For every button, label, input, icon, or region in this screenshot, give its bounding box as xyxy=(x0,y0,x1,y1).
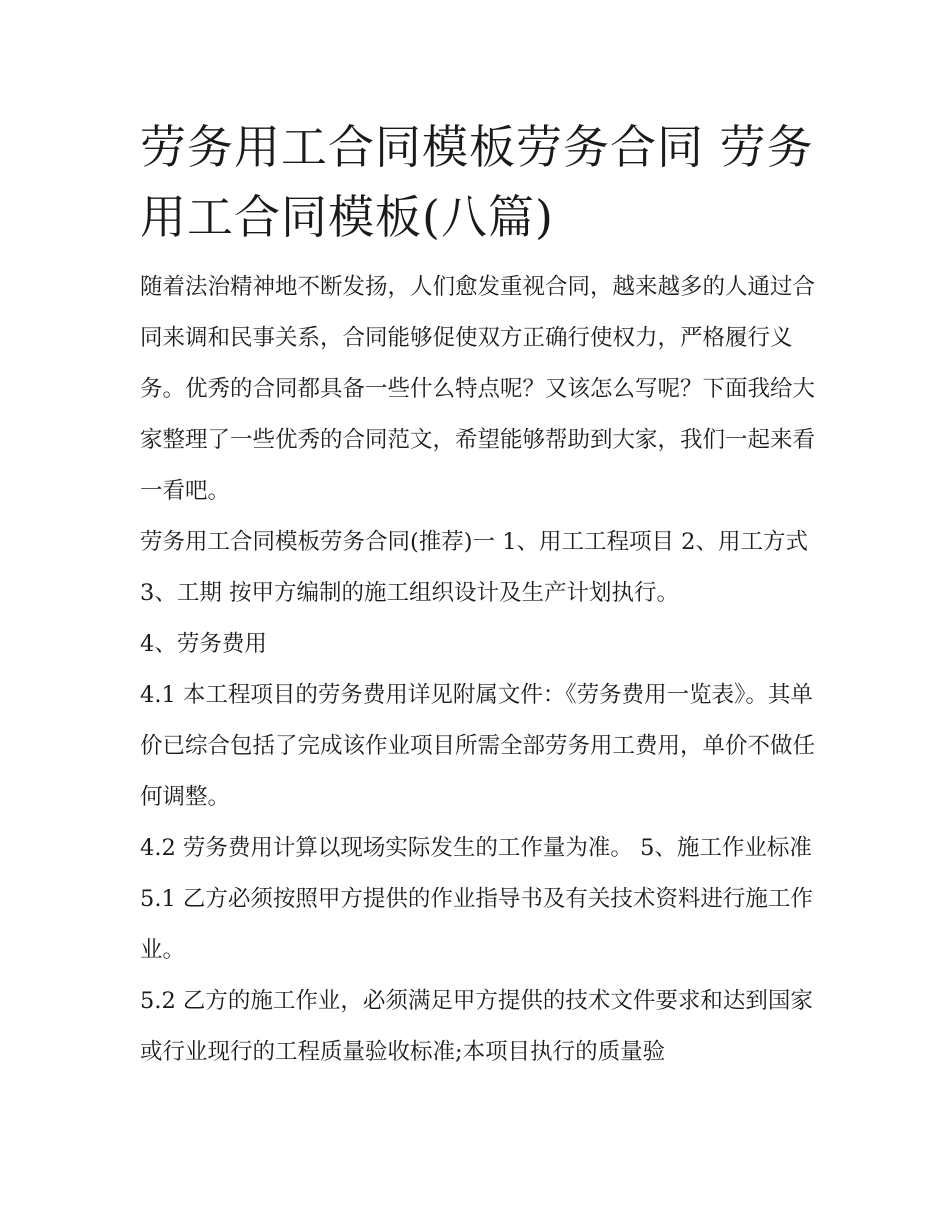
paragraph-section-4-2: 4.2 劳务费用计算以现场实际发生的工作量为准。 5、施工作业标准 5.1 乙方必须按照甲方提供的作业指导书及有关技术资料进行施工作业。 xyxy=(140,835,813,963)
paragraph-section-5-2: 5.2 乙方的施工作业，必须满足甲方提供的技术文件要求和达到国家或行业现行的工程质量验收标准;本项目执行的质量验 xyxy=(140,988,813,1065)
paragraph-section-4-1: 4.1 本工程项目的劳务费用详见附属文件：《劳务费用一览表》。其单价已综合包括了完成该作业项目所需全部劳务用工费用，单价不做任何调整。 xyxy=(140,682,816,810)
paragraph-section-4-heading: 4、劳务费用 xyxy=(140,631,267,657)
document-title: 劳务用工合同模板劳务合同 劳务用工合同模板(八篇) xyxy=(140,120,814,244)
paragraph-contract-items: 劳务用工合同模板劳务合同(推荐)一 1、用工工程项目 2、用工方式 3、工期 按甲方编制的施工组织设计及生产计划执行。 xyxy=(140,529,808,606)
document-body xyxy=(140,112,816,1078)
paragraph-intro: 随着法治精神地不断发扬，人们愈发重视合同，越来越多的人通过合同来调和民事关系，合同能够促使双方正确行使权力，严格履行义务。优秀的合同都具备一些什么特点呢？又该怎么写呢？下面我给大家整理了一些优秀的合同范文，希望能够帮助到大家，我们一起来看一看吧。 xyxy=(140,274,816,504)
